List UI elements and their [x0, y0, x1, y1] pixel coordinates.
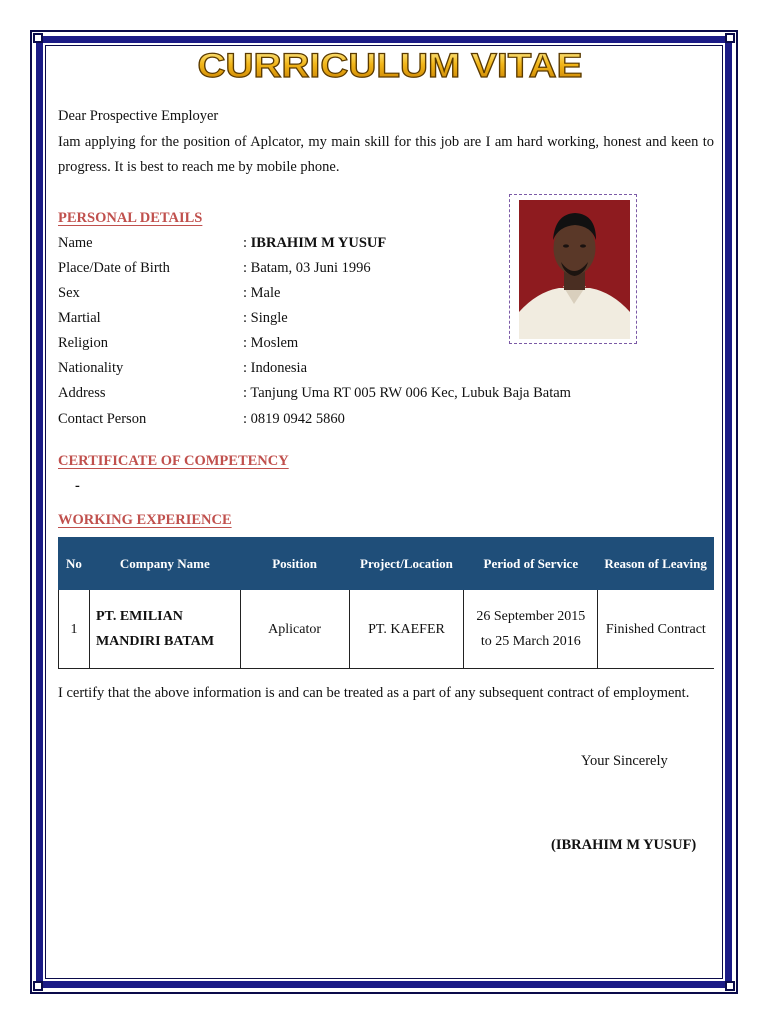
cell-position: Aplicator	[240, 590, 349, 669]
value-nationality: : Indonesia	[243, 360, 308, 376]
column-header-project: Project/Location	[349, 538, 464, 590]
table-row	[59, 590, 714, 669]
experience-table	[58, 537, 714, 669]
border-corner-ornament	[725, 33, 735, 43]
cell-project: PT. KAEFER	[349, 590, 464, 669]
border-corner-ornament	[725, 981, 735, 991]
label-nationality: Nationality	[58, 360, 124, 376]
cell-no: 1	[59, 590, 90, 669]
column-header-company: Company Name	[89, 538, 240, 590]
value-prefix: :	[243, 235, 251, 251]
column-header-position: Position	[240, 538, 349, 590]
intro-paragraph: Iam applying for the position of Aplcator, my main skill for this job are I am hard working, honest and keen to progress. It is best to reach me by mobile phone.	[58, 134, 714, 175]
column-header-period: Period of Service	[464, 538, 598, 590]
value-contact: : 0819 0942 5860	[243, 411, 345, 427]
value-religion: : Moslem	[243, 335, 299, 351]
column-header-reason: Reason of Leaving	[598, 538, 714, 590]
cell-period: 26 September 2015 to 25 March 2016	[464, 590, 598, 669]
closing-text: Your Sincerely	[581, 753, 668, 769]
document-title	[190, 46, 590, 86]
signature-name: (IBRAHIM M YUSUF)	[551, 837, 697, 853]
column-header-no: No	[59, 538, 90, 590]
value-sex: : Male	[243, 285, 281, 301]
label-contact: Contact Person	[58, 411, 147, 427]
document-title-text: CURRICULUM VITAE	[197, 47, 583, 85]
certificate-item: -	[75, 478, 80, 494]
label-sex: Sex	[58, 285, 80, 301]
experience-heading: WORKING EXPERIENCE	[58, 512, 232, 528]
value-address: : Tanjung Uma RT 005 RW 006 Kec, Lubuk Baja Batam	[243, 385, 571, 401]
cell-reason: Finished Contract	[598, 590, 714, 669]
border-corner-ornament	[33, 981, 43, 991]
certify-paragraph: I certify that the above information is and can be treated as a part of any subsequent contract of employment.	[58, 685, 690, 701]
label-religion: Religion	[58, 335, 108, 351]
certificate-heading: CERTIFICATE OF COMPETENCY	[58, 453, 289, 469]
border-corner-ornament	[33, 33, 43, 43]
label-address: Address	[58, 385, 106, 401]
cell-company: PT. EMILIAN MANDIRI BATAM	[89, 590, 240, 669]
value-name-bold: IBRAHIM M YUSUF	[250, 235, 387, 251]
value-birth: : Batam, 03 Juni 1996	[243, 260, 371, 276]
table-header-row	[59, 538, 714, 590]
label-name: Name	[58, 235, 93, 251]
value-name	[243, 235, 386, 252]
label-marital: Martial	[58, 310, 101, 326]
profile-photo	[519, 200, 630, 339]
greeting: Dear Prospective Employer	[58, 108, 219, 124]
personal-details-heading: PERSONAL DETAILS	[58, 210, 203, 226]
value-marital: : Single	[243, 310, 288, 326]
label-birth: Place/Date of Birth	[58, 260, 170, 276]
